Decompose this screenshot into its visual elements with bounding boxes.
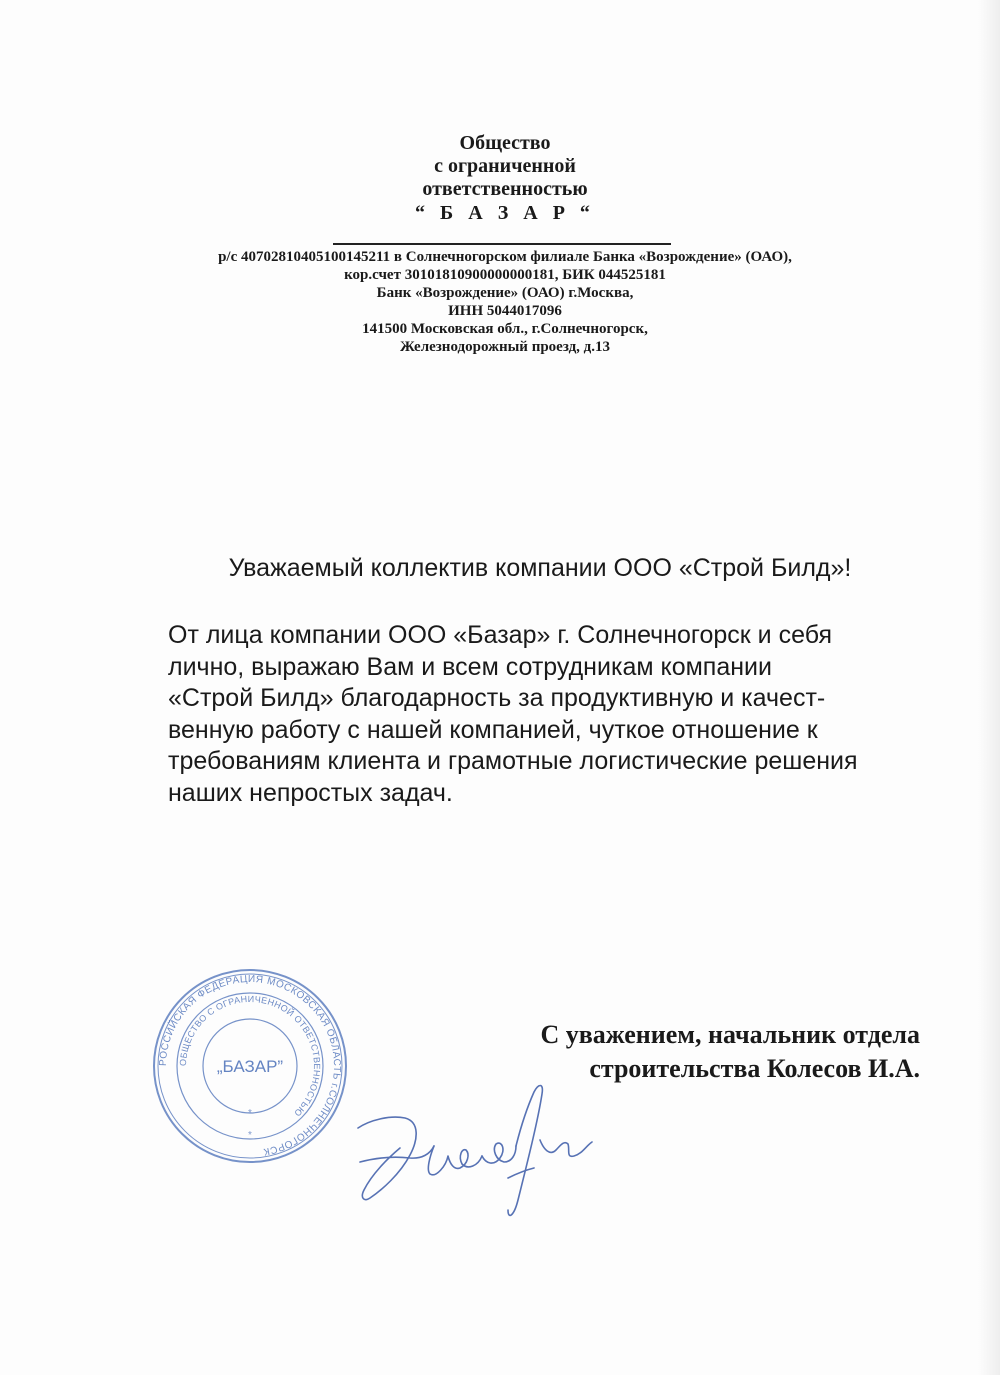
- stamp-star-icon: *: [248, 1130, 252, 1141]
- salutation: Уважаемый коллектив компании ООО «Строй Билд»!: [228, 554, 852, 582]
- letterhead-divider: [333, 243, 671, 245]
- stamp-center-text: „БАЗАР”: [216, 1057, 284, 1076]
- details-line-street: Железнодорожный проезд, д.13: [399, 339, 611, 355]
- body-line: «Строй Билд» благодарность за продуктивную и качест-: [168, 684, 826, 712]
- org-name: “ Б А З А Р “: [415, 202, 595, 224]
- body-line: От лица компании ООО «Базар» г. Солнечногорск и себя: [168, 621, 833, 649]
- closing-line-2: строительства Колесов И.А.: [589, 1054, 920, 1083]
- org-line-3: ответственностью: [422, 178, 588, 200]
- details-line-address: 141500 Московская обл., г.Солнечногорск,: [362, 321, 648, 337]
- details-line-corr-account: кор.счет 30101810900000000181, БИК 044525181: [344, 267, 666, 283]
- letterhead: [180, 132, 830, 225]
- details-line-inn: ИНН 5044017096: [448, 303, 562, 319]
- body-line: лично, выражаю Вам и всем сотрудникам компании: [168, 652, 772, 681]
- letter-body: [168, 620, 928, 809]
- stamp-outer-text: РОССИЙСКАЯ ФЕДЕРАЦИЯ МОСКОВСКАЯ ОБЛАСТЬ г.СОЛНЕЧНОГОРСК: [157, 973, 343, 1157]
- body-line: венную работу с нашей компанией, чуткое отношение к: [168, 715, 818, 744]
- company-stamp: [150, 966, 350, 1166]
- stamp-star-icon: *: [248, 1108, 252, 1119]
- handwritten-signature: [330, 1070, 600, 1230]
- org-line-1: Общество: [459, 132, 551, 154]
- stamp-inner-text: ОБЩЕСТВО С ОГРАНИЧЕННОЙ ОТВЕТСТВЕННОСТЬЮ: [177, 993, 323, 1119]
- page-edge-shade: [978, 0, 1000, 1375]
- body-line: требованиям клиента и грамотные логистические решения: [168, 747, 858, 775]
- details-line-bank: Банк «Возрождение» (ОАО) г.Москва,: [376, 285, 634, 301]
- body-line: наших непростых задач.: [168, 778, 453, 807]
- closing-line-1: С уважением, начальник отдела: [540, 1020, 920, 1049]
- bank-details: [150, 248, 860, 356]
- org-line-2: с ограниченной: [434, 155, 576, 177]
- details-line-account: р/с 40702810405100145211 в Солнечногорском филиале Банка «Возрождение» (ОАО),: [218, 249, 792, 265]
